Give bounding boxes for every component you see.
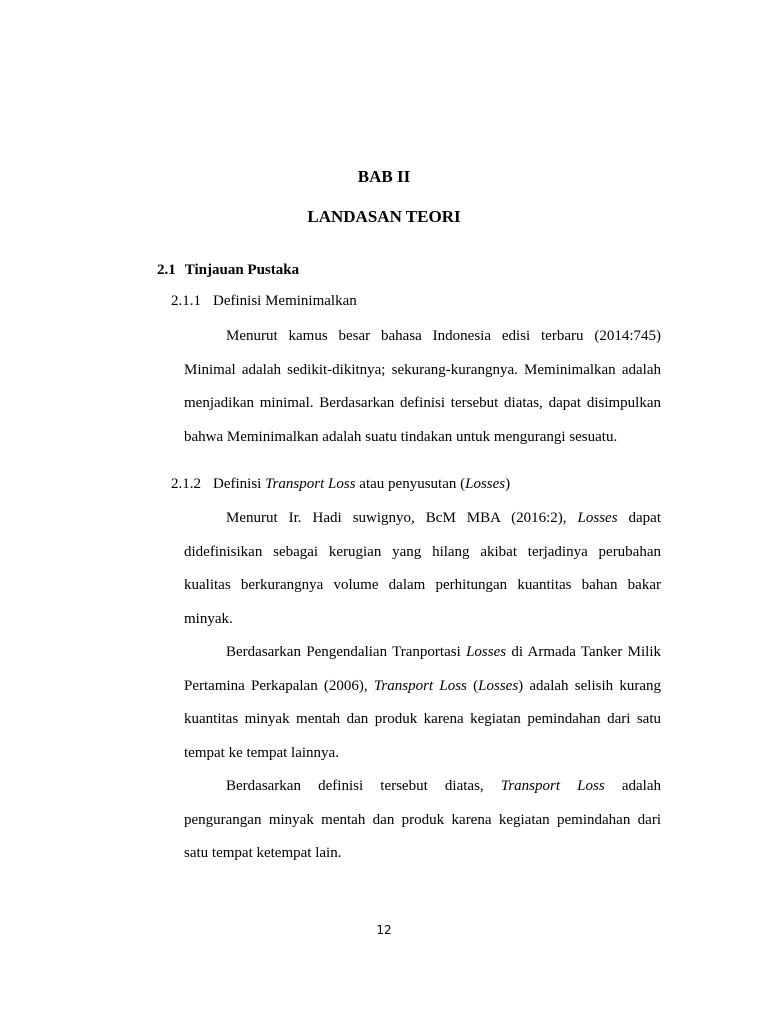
chapter-title: LANDASAN TEORI [307,207,461,226]
text-run: Berdasarkan Pengendalian Tranportasi [226,644,467,660]
text-run: ( [466,677,479,694]
subsection-number: 2.1.2 [171,476,201,492]
subsection-title: Definisi Meminimalkan [213,293,357,309]
paragraph-transport-loss [184,502,661,871]
paragraph-line [184,770,661,804]
italic-term: Losses [478,677,519,694]
text-run: Berdasarkan definisi tersebut diatas, [226,778,501,794]
paragraph-line: tempat ke tempat lainnya. [184,744,339,761]
text-run: dapat [617,510,662,526]
subsection-number: 2.1.1 [171,293,201,309]
subsection-title-italic: Losses [465,476,506,492]
section-number: 2.1 [157,262,176,278]
paragraph-line: Menurut kamus besar bahasa Indonesia edisi terbaru (2014:745) [226,328,661,344]
text-run: Menurut Ir. Hadi suwignyo, BcM MBA (2016:2), [226,510,578,526]
paragraph-line: kuantitas minyak mentah dan produk karena kegiatan pemindahan dari satu [184,711,661,727]
paragraph-line: satu tempat ketempat lain. [184,845,342,861]
paragraph-meminimalkan [184,320,661,454]
subsection-title-suffix: ) [505,476,511,492]
paragraph-line: menjadikan minimal. Berdasarkan definisi tersebut diatas, dapat disimpulkan [184,395,661,411]
italic-term: Transport Loss [373,677,467,694]
paragraph-line: bahwa Meminimalkan adalah suatu tindakan untuk mengurangi sesuatu. [184,428,618,445]
paragraph-line: kualitas berkurangnya volume dalam perhitungan kuantitas bahan bakar [184,577,661,593]
subsection-title-italic: Transport Loss [265,476,356,492]
paragraph-line: pengurangan minyak mentah dan produk karena kegiatan pemindahan dari [184,811,661,828]
paragraph-line: Minimal adalah sedikit-dikitnya; sekurang-kurangnya. Meminimalkan adalah [184,361,661,378]
paragraph-line [184,670,661,704]
paragraph-line: didefinisikan sebagai kerugian yang hilang akibat terjadinya perubahan [184,543,661,560]
paragraph-line: minyak. [184,610,233,627]
subsection-title-prefix: Definisi [213,476,266,492]
text-run: adalah [604,778,661,794]
italic-term: Transport Loss [500,778,605,794]
chapter-number: BAB II [357,167,411,186]
section-2-1-2-heading [171,476,510,493]
text-run: ) adalah selisih kurang [518,677,662,694]
section-2-1-1-heading [171,293,357,310]
section-2-1-heading [157,262,299,279]
paragraph-line [184,502,661,536]
text-run: Pertamina Perkapalan (2006), [184,677,374,694]
page-number: 12 [376,923,392,937]
subsection-title-middle: atau penyusutan ( [355,476,466,492]
text-run: di Armada Tanker Milik [506,644,661,660]
italic-term: Losses [466,644,507,660]
italic-term: Losses [577,510,618,526]
paragraph-line [184,636,661,670]
section-title: Tinjauan Pustaka [184,262,300,278]
